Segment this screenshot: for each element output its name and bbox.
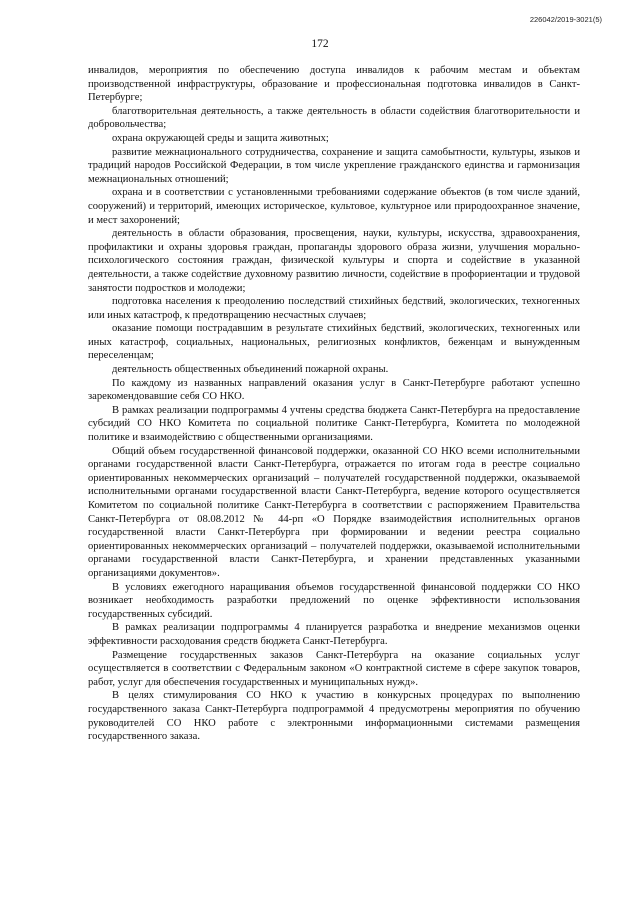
paragraph: деятельность общественных объединений пожарной охраны. xyxy=(112,364,389,376)
paragraph: охрана окружающей среды и защита животных; xyxy=(112,132,329,144)
document-code: 226042/2019-3021(5) xyxy=(529,15,602,24)
document-body xyxy=(88,64,580,744)
paragraph: охрана и в соответствии с установленными требованиями содержание объектов (в том числе зданий, сооружений) и территорий, имеющих историческое, культовое, культурное или природоохранное значение, и мест захоронений; xyxy=(88,187,580,226)
paragraph: По каждому из названных направлений оказания услуг в Санкт-Петербурге работают успешно зарекомендовавшие себя СО НКО. xyxy=(88,377,580,403)
paragraph: инвалидов, мероприятия по обеспечению доступа инвалидов к рабочим местам и объектам производственной инфраструктуры, образование и профессиональная подготовка инвалидов в Санкт-Петербурге; xyxy=(88,65,580,104)
paragraph: Размещение государственных заказов Санкт-Петербурга на оказание социальных услуг осуществляется в соответствии с Федеральным законом «О контрактной системе в сфере закупок товаров, работ, услуг для обеспечения государственных и муниципальных нужд». xyxy=(88,649,580,688)
paragraph: В условиях ежегодного наращивания объемов государственной финансовой поддержки СО НКО возникает необходимость разработки предложений по оценке эффективности использования государственных субсидий. xyxy=(88,581,580,620)
paragraph: Общий объем государственной финансовой поддержки, оказанной СО НКО всеми исполнительными органами государственной власти Санкт-Петербурга, отражается по итогам года в реестре социально ориентированных некоммерческих организаций – получателей государственной поддержки, оказываемой исполнительными органами государственной власти Санкт-Петербурга, ведение которого осуществляется Комитетом по социальной политике Санкт-Петербурга в соответствии с распоряжением Правительства Санкт-Петербурга от 08.08.2012 № 44-рп «О Порядке взаимодействия исполнительных органов государственной власти Санкт-Петербурга при формировании и ведении реестра социально ориентированных некоммерческих организаций – получателей поддержки, оказываемой исполнительными органами государственной власти Санкт-Петербурга, и хранении представленных указанными организациями документов». xyxy=(88,445,580,579)
paragraph: В рамках реализации подпрограммы 4 планируется разработка и внедрение механизмов оценки эффективности расходования средств бюджета Санкт-Петербурга. xyxy=(88,622,580,647)
paragraph: оказание помощи пострадавшим в результате стихийных бедствий, экологических, техногенных или иных катастроф, социальных, национальных, религиозных конфликтов, беженцам и вынужденным переселенцам; xyxy=(88,323,580,362)
paragraph: В рамках реализации подпрограммы 4 учтены средства бюджета Санкт-Петербурга на предоставление субсидий СО НКО Комитета по социальной политике Санкт-Петербурга, Комитета по молодежной политике и взаимодействию с общественными организациями. xyxy=(88,404,580,444)
paragraph: развитие межнационального сотрудничества, сохранение и защита самобытности, культуры, языков и традиций народов Российской Федерации, в том числе укрепление гражданского единства и гармонизация межнациональных отношений; xyxy=(88,146,580,185)
paragraph: благотворительная деятельность, а также деятельность в области содействия благотворительности и добровольчества; xyxy=(88,105,580,131)
paragraph: В целях стимулирования СО НКО к участию в конкурсных процедурах по выполнению государственного заказа Санкт-Петербурга подпрограммой 4 предусмотрены мероприятия по обучению руководителей СО НКО работе с электронными информационными системами размещения государственного заказа. xyxy=(88,690,580,743)
page-number: 172 xyxy=(311,38,329,50)
paragraph: подготовка населения к преодолению последствий стихийных бедствий, экологических, техногенных или иных катастроф, к предотвращению несчастных случаев; xyxy=(88,296,580,321)
paragraph: деятельность в области образования, просвещения, науки, культуры, искусства, здравоохранения, профилактики и охраны здоровья граждан, пропаганды здорового образа жизни, улучшения морально-психологического состояния граждан, физической культуры и спорта и содействие в указанной деятельности, а также содействие духовному развитию личности, содействие в профориентации и трудовой занятости подростков и молодежи; xyxy=(88,228,580,294)
